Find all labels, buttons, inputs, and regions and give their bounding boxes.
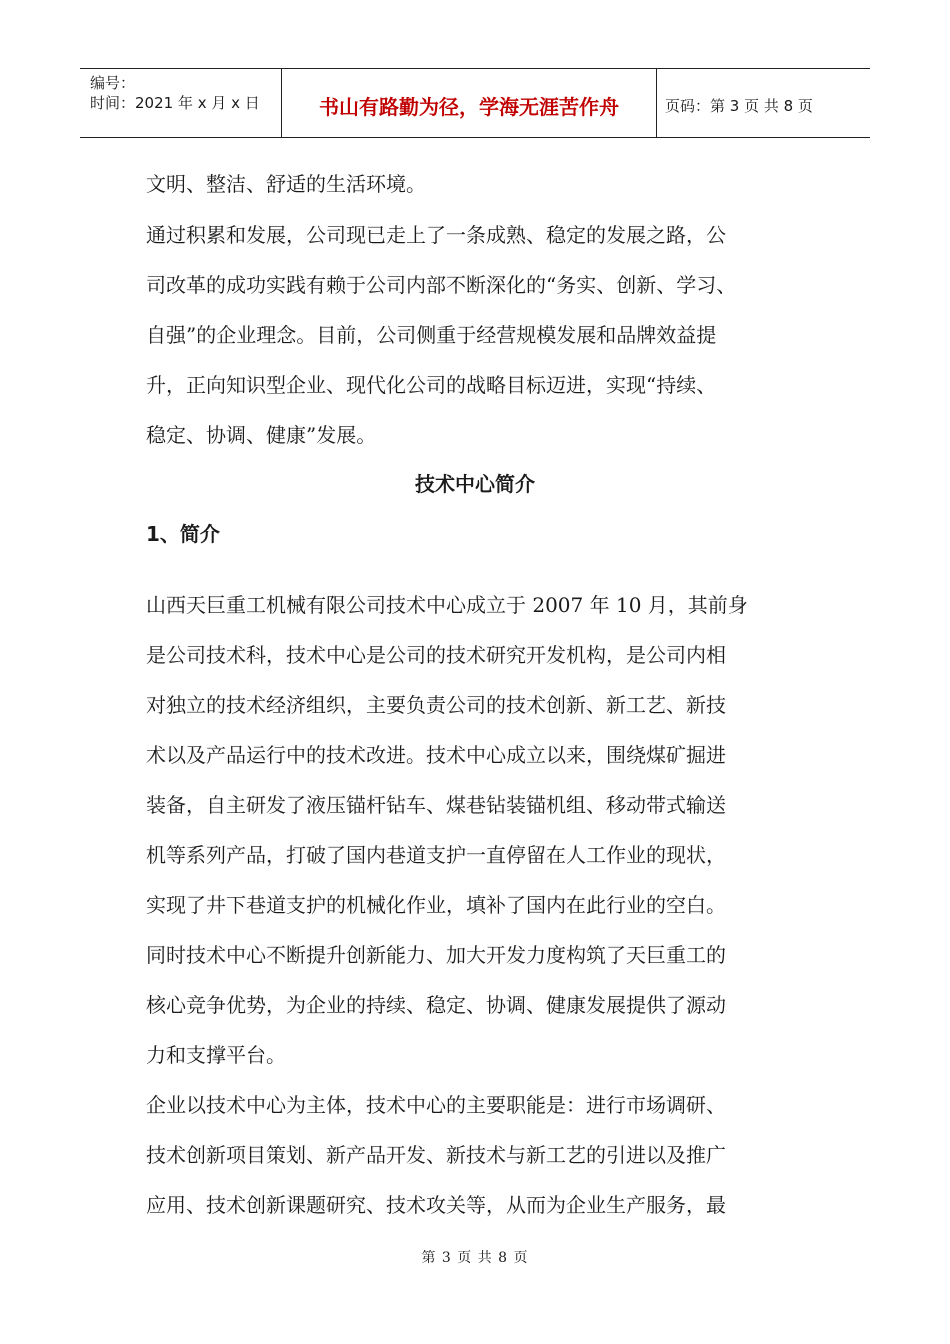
document-number-label: 编号：: [90, 74, 136, 92]
body-text-line: 术以及产品运行中的技术改进。技术中心成立以来，围绕煤矿掘进: [146, 743, 726, 767]
body-text-line: 自强”的企业理念。目前，公司侧重于经营规模发展和品牌效益提: [146, 323, 717, 347]
document-date-label: 时间：2021 年 x 月 x 日: [90, 94, 260, 112]
header-page-cell: [657, 69, 870, 137]
body-text-line: 核心竞争优势，为企业的持续、稳定、协调、健康发展提供了源动: [146, 993, 726, 1017]
body-text-line: 装备，自主研发了液压锚杆钻车、煤巷钻装锚机组、移动带式输送: [146, 793, 726, 817]
header-page-code: 页码：第 3 页 共 8 页: [665, 97, 813, 115]
body-text-line: 山西天巨重工机械有限公司技术中心成立于 2007 年 10 月，其前身: [146, 593, 748, 617]
body-text-line: 文明、整洁、舒适的生活环境。: [146, 172, 426, 196]
header-motto: 书山有路勤为径，学海无涯苦作舟: [319, 95, 619, 119]
body-text-line: 力和支撑平台。: [146, 1043, 286, 1067]
body-text-line: 司改革的成功实践有赖于公司内部不断深化的“务实、创新、学习、: [146, 273, 737, 297]
document-header: [80, 68, 870, 138]
header-info-cell: [80, 69, 282, 137]
body-text-line: 技术创新项目策划、新产品开发、新技术与新工艺的引进以及推广: [146, 1143, 726, 1167]
body-text-line: 升，正向知识型企业、现代化公司的战略目标迈进，实现“持续、: [146, 373, 717, 397]
body-text-line: 机等系列产品，打破了国内巷道支护一直停留在人工作业的现状，: [146, 843, 726, 867]
page-footer: 第 3 页 共 8 页: [421, 1250, 529, 1266]
body-text-line: 实现了井下巷道支护的机械化作业，填补了国内在此行业的空白。: [146, 893, 726, 917]
body-text-line: 是公司技术科，技术中心是公司的技术研究开发机构，是公司内相: [146, 643, 726, 667]
body-text-line: 对独立的技术经济组织，主要负责公司的技术创新、新工艺、新技: [146, 693, 726, 717]
section-title: 技术中心简介: [415, 472, 535, 496]
subsection-title: 1、简介: [146, 522, 220, 546]
body-text-line: 稳定、协调、健康”发展。: [146, 423, 377, 447]
body-text-line: 同时技术中心不断提升创新能力、加大开发力度构筑了天巨重工的: [146, 943, 726, 967]
body-text-line: 企业以技术中心为主体，技术中心的主要职能是：进行市场调研、: [146, 1093, 726, 1117]
header-motto-cell: [282, 69, 657, 137]
body-text-line: 通过积累和发展，公司现已走上了一条成熟、稳定的发展之路，公: [146, 223, 726, 247]
body-text-line: 应用、技术创新课题研究、技术攻关等，从而为企业生产服务，最: [146, 1193, 726, 1217]
